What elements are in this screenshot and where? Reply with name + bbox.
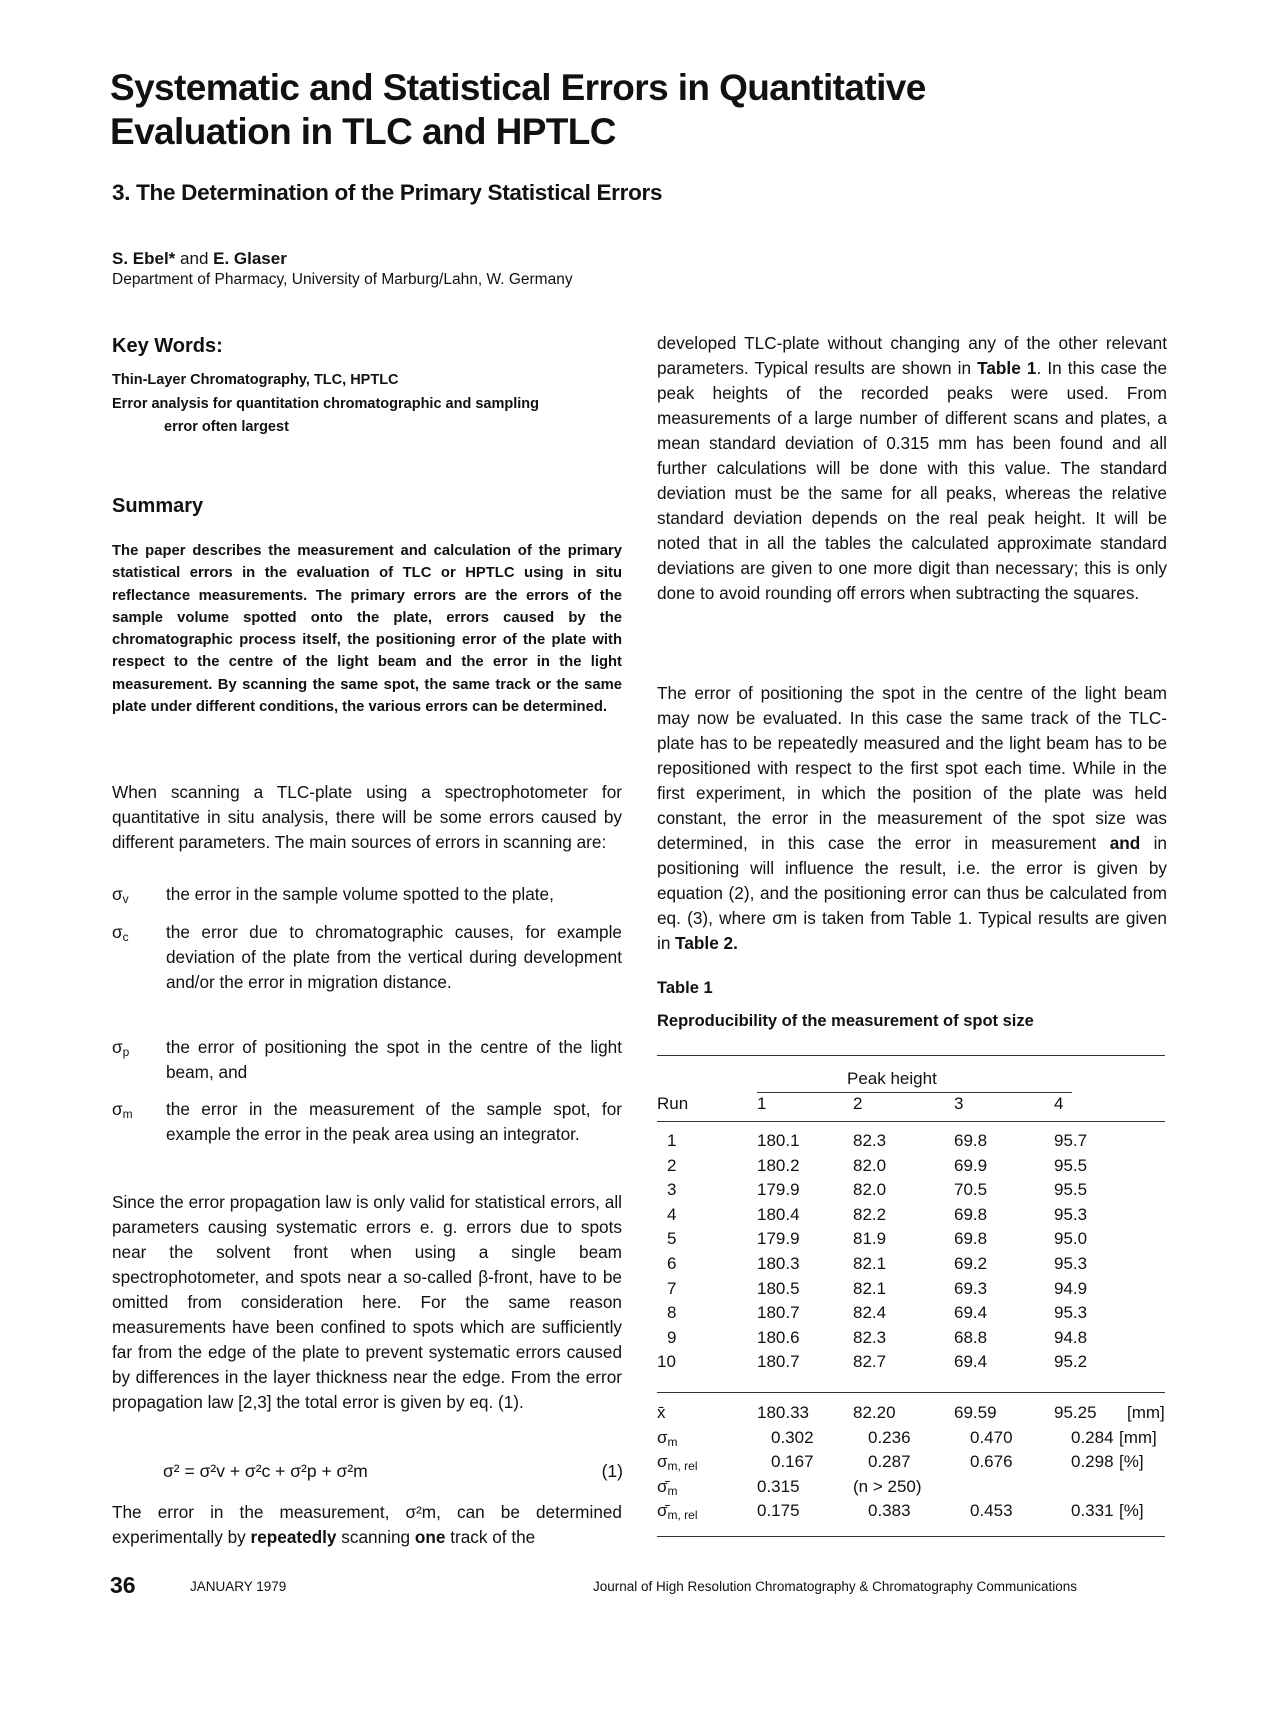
definition-sigma-p (112, 1035, 622, 1085)
column-header-run: Run (657, 1094, 689, 1113)
table-cell: 95.5 (1054, 1180, 1088, 1200)
keywords-line-1: Thin-Layer Chromatography, TLC, HPTLC (112, 372, 399, 388)
stat-label: $\sigmā_{m, rel}$ (657, 1501, 698, 1523)
table-cell: 180.2 (757, 1155, 800, 1175)
table-cell: 180.4 (757, 1204, 800, 1224)
summary-text: The paper describes the measurement and calculation of the primary statistical errors in the evaluation of TLC or HPTLC using in situ reflectance measurements. The primary errors are the errors of the sample volume spotted onto the plate, errors caused by the chromatographic process itself, the positioning error of the plate with respect to the centre of the light beam and the error in the light measurement. By scanning the same spot, the same track or the same plate under different conditions, the various errors can be determined. (112, 543, 622, 716)
sigma-m-symbol: $\sigma_m$ (112, 1099, 133, 1121)
sigma-v-symbol: $\sigma_v$ (112, 884, 129, 906)
column-header-4: 4 (1054, 1094, 1064, 1113)
table-top-rule (657, 1055, 1165, 1056)
measurement-paragraph: The error in the measurement, σ²m, can be determined experimentally by repeatedly scanning one track of the (112, 1502, 622, 1547)
stat-cell: 0.331 (1071, 1501, 1114, 1521)
equation-1 (163, 1461, 623, 1482)
right-paragraph-2: The error of positioning the spot in the centre of the light beam may now be evaluated. In this case the same track of the TLC-plate has to be repeatedly measured and the light beam has to be repositioned with respect to the first spot each time. While in the first experiment, in which the position of the plate was held constant, the error in the measurement of the spot size was determined, in this case the error in measurement and in positioning will influence the result, i.e. the error is given by equation (2), and the positioning error can thus be calculated from eq. (3), where σm is taken from Table 1. Typical results are given in Table 2. (657, 683, 1167, 953)
table-label: Table 1 (657, 979, 713, 997)
table-1-reference: Table 1 (977, 358, 1037, 378)
keywords-line-2b: error often largest (164, 419, 289, 435)
author-join: and (175, 249, 214, 268)
stat-cell: 0.302 (771, 1427, 814, 1447)
column-header-3: 3 (954, 1094, 964, 1113)
stat-cell: 0.167 (771, 1452, 814, 1472)
definition-text: the error in the sample volume spotted to the plate, (166, 884, 554, 904)
table-cell: 180.6 (757, 1327, 800, 1347)
equation-body: σ² = σ²v + σ²c + σ²p + σ²m (163, 1461, 368, 1481)
table-row-run: 1 (667, 1131, 677, 1150)
table-cell: 69.4 (954, 1352, 988, 1372)
stat-cell: (n > 250) (853, 1476, 922, 1496)
table-cell: 82.3 (853, 1131, 887, 1150)
definition-sigma-v (112, 882, 622, 907)
definition-text: the error in the measurement of the sample spot, for example the error in the peak area using an integrator. (166, 1099, 622, 1144)
definition-sigma-m (112, 1097, 622, 1147)
table-row-run: 3 (667, 1180, 677, 1200)
column-header-2: 2 (853, 1094, 863, 1113)
table-cell: 94.8 (1054, 1327, 1088, 1347)
table-cell: 69.8 (954, 1229, 988, 1249)
table-cell: 69.8 (954, 1131, 988, 1150)
stat-cell: 0.284 (1071, 1427, 1114, 1447)
table-row-run: 4 (667, 1204, 677, 1224)
table-cell: 179.9 (757, 1180, 800, 1200)
stat-unit: [%] (1119, 1452, 1144, 1472)
stat-label: $\sigmā_m$ (657, 1476, 678, 1498)
stat-label: $\sigma_m$ (657, 1427, 678, 1449)
table-group-header: Peak height (847, 1069, 937, 1088)
table-cell: 69.2 (954, 1254, 988, 1273)
group-header-rule (757, 1092, 1072, 1093)
table-cell: 95.5 (1054, 1155, 1088, 1175)
intro-paragraph: When scanning a TLC-plate using a spectrophotometer for quantitative in situ analysis, there will be some errors caused by different parameters. The main sources of errors in scanning are: (112, 782, 622, 852)
stat-cell: 0.676 (970, 1452, 1013, 1472)
journal-name: Journal of High Resolution Chromatography & Chromatography Communications (593, 1579, 1077, 1594)
table-cell: 82.4 (853, 1303, 887, 1323)
table-cell: 81.9 (853, 1229, 887, 1249)
affiliation: Department of Pharmacy, University of Marburg/Lahn, W. Germany (112, 271, 573, 288)
stat-label: x̄ (657, 1403, 666, 1422)
paper-subtitle: 3. The Determination of the Primary Statistical Errors (112, 180, 663, 205)
stat-label: $\sigma_{m, rel}$ (657, 1452, 698, 1474)
keywords-line-2a: Error analysis for quantitation chromatographic and sampling (112, 396, 540, 412)
table-row-run: 7 (667, 1278, 677, 1298)
table-cell: 68.8 (954, 1327, 988, 1347)
stat-cell: 0.315 (757, 1476, 800, 1496)
stat-cell: 82.20 (853, 1403, 896, 1422)
stat-cell: 95.25 (1054, 1403, 1097, 1422)
author-ebel: S. Ebel* (112, 249, 176, 268)
stat-cell: 0.470 (970, 1427, 1013, 1447)
table-row-run: 9 (667, 1327, 677, 1347)
header-bottom-rule (657, 1121, 1165, 1122)
definition-sigma-c (112, 920, 622, 995)
authors (112, 249, 287, 269)
error-propagation-paragraph: Since the error propagation law is only valid for statistical errors, all parameters causing systematic errors e. g. errors due to spots near the solvent front when using a single beam spectrophotometer, and spots near a so-called β-front, have to be omitted from consideration here. For the same reason measurements have been confined to spots which are sufficiently far from the edge of the plate to prevent systematic errors caused by differences in the layer thickness near the edge. From the error propagation law [2,3] the total error is given by eq. (1). (112, 1192, 622, 1412)
paper-title: Systematic and Statistical Errors in Quantitative Evaluation in TLC and HPTLC (110, 67, 926, 152)
table-cell: 82.2 (853, 1204, 887, 1224)
table-cell: 95.0 (1054, 1229, 1088, 1249)
table-cell: 70.5 (954, 1180, 988, 1200)
sigma-p-symbol: $\sigma_p$ (112, 1037, 130, 1059)
table-cell: 82.0 (853, 1180, 887, 1200)
table-row-run: 8 (667, 1303, 677, 1323)
table-row-run: 5 (667, 1229, 677, 1249)
author-glaser: E. Glaser (213, 249, 287, 268)
stat-unit: [mm] (1127, 1403, 1165, 1422)
table-2-reference: Table 2. (675, 933, 738, 953)
table-cell: 180.1 (757, 1131, 800, 1150)
stat-cell: 0.236 (868, 1427, 911, 1447)
definition-text: the error due to chromatographic causes, for example deviation of the plate from the vertical during development and/or the error in migration distance. (166, 922, 622, 992)
table-cell: 180.3 (757, 1254, 800, 1273)
keywords-line-2 (112, 393, 622, 439)
table-cell: 180.5 (757, 1278, 800, 1298)
stats-top-rule (657, 1392, 1165, 1393)
table-cell: 82.1 (853, 1278, 887, 1298)
stat-cell: 0.453 (970, 1501, 1013, 1521)
table-cell: 180.7 (757, 1352, 800, 1372)
stat-cell: 0.383 (868, 1501, 911, 1521)
table-cell: 69.9 (954, 1155, 988, 1175)
table-cell: 69.4 (954, 1303, 988, 1323)
table-cell: 95.7 (1054, 1131, 1088, 1150)
table-cell: 82.0 (853, 1155, 887, 1175)
table-cell: 69.3 (954, 1278, 988, 1298)
table-cell: 95.3 (1054, 1254, 1088, 1273)
stat-unit: [%] (1119, 1501, 1144, 1521)
table-cell: 82.7 (853, 1352, 887, 1372)
table-row-run: 2 (667, 1155, 677, 1175)
stat-cell: 69.59 (954, 1403, 997, 1422)
right-paragraph-1: developed TLC-plate without changing any of the other relevant parameters. Typical results are shown in Table 1. In this case the peak heights of the recorded peaks were used. From measurements of a large number of different scans and plates, a mean standard deviation of 0.315 mm has been found and all further calculations will be done with this value. The standard deviation must be the same for all peaks, whereas the relative standard deviation depends on the real peak height. It will be noted that in all the tables the calculated approximate standard deviations are given to one more digit than necessary; this is only done to avoid rounding off errors when subtracting the squares. (657, 333, 1168, 603)
table-cell: 94.9 (1054, 1278, 1088, 1298)
sigma-c-symbol: $\sigma_c$ (112, 922, 129, 944)
definition-text: the error of positioning the spot in the centre of the light beam, and (166, 1037, 622, 1082)
stat-cell: 180.33 (757, 1403, 809, 1422)
table-bottom-rule (657, 1536, 1165, 1537)
table-cell: 180.7 (757, 1303, 800, 1323)
table-cell: 95.3 (1054, 1204, 1088, 1224)
summary-heading: Summary (112, 495, 204, 517)
table-row-run: 6 (667, 1254, 677, 1273)
stat-unit: [mm] (1119, 1427, 1157, 1447)
table-cell: 82.1 (853, 1254, 887, 1273)
table-row-run: 10 (657, 1352, 676, 1372)
stat-cell: 0.298 (1071, 1452, 1114, 1472)
table-caption: Reproducibility of the measurement of spot size (657, 1012, 1034, 1030)
table-cell: 95.2 (1054, 1352, 1088, 1372)
table-1 (657, 1055, 1165, 1535)
table-cell: 69.8 (954, 1204, 988, 1224)
table-cell: 95.3 (1054, 1303, 1088, 1323)
issue-date: JANUARY 1979 (190, 1579, 287, 1594)
equation-number: (1) (601, 1461, 623, 1481)
stat-cell: 0.175 (757, 1501, 800, 1521)
table-cell: 179.9 (757, 1229, 800, 1249)
page-number: 36 (110, 1572, 136, 1598)
stat-cell: 0.287 (868, 1452, 911, 1472)
table-cell: 82.3 (853, 1327, 887, 1347)
column-header-1: 1 (757, 1094, 767, 1113)
keywords-heading: Key Words: (112, 335, 223, 357)
